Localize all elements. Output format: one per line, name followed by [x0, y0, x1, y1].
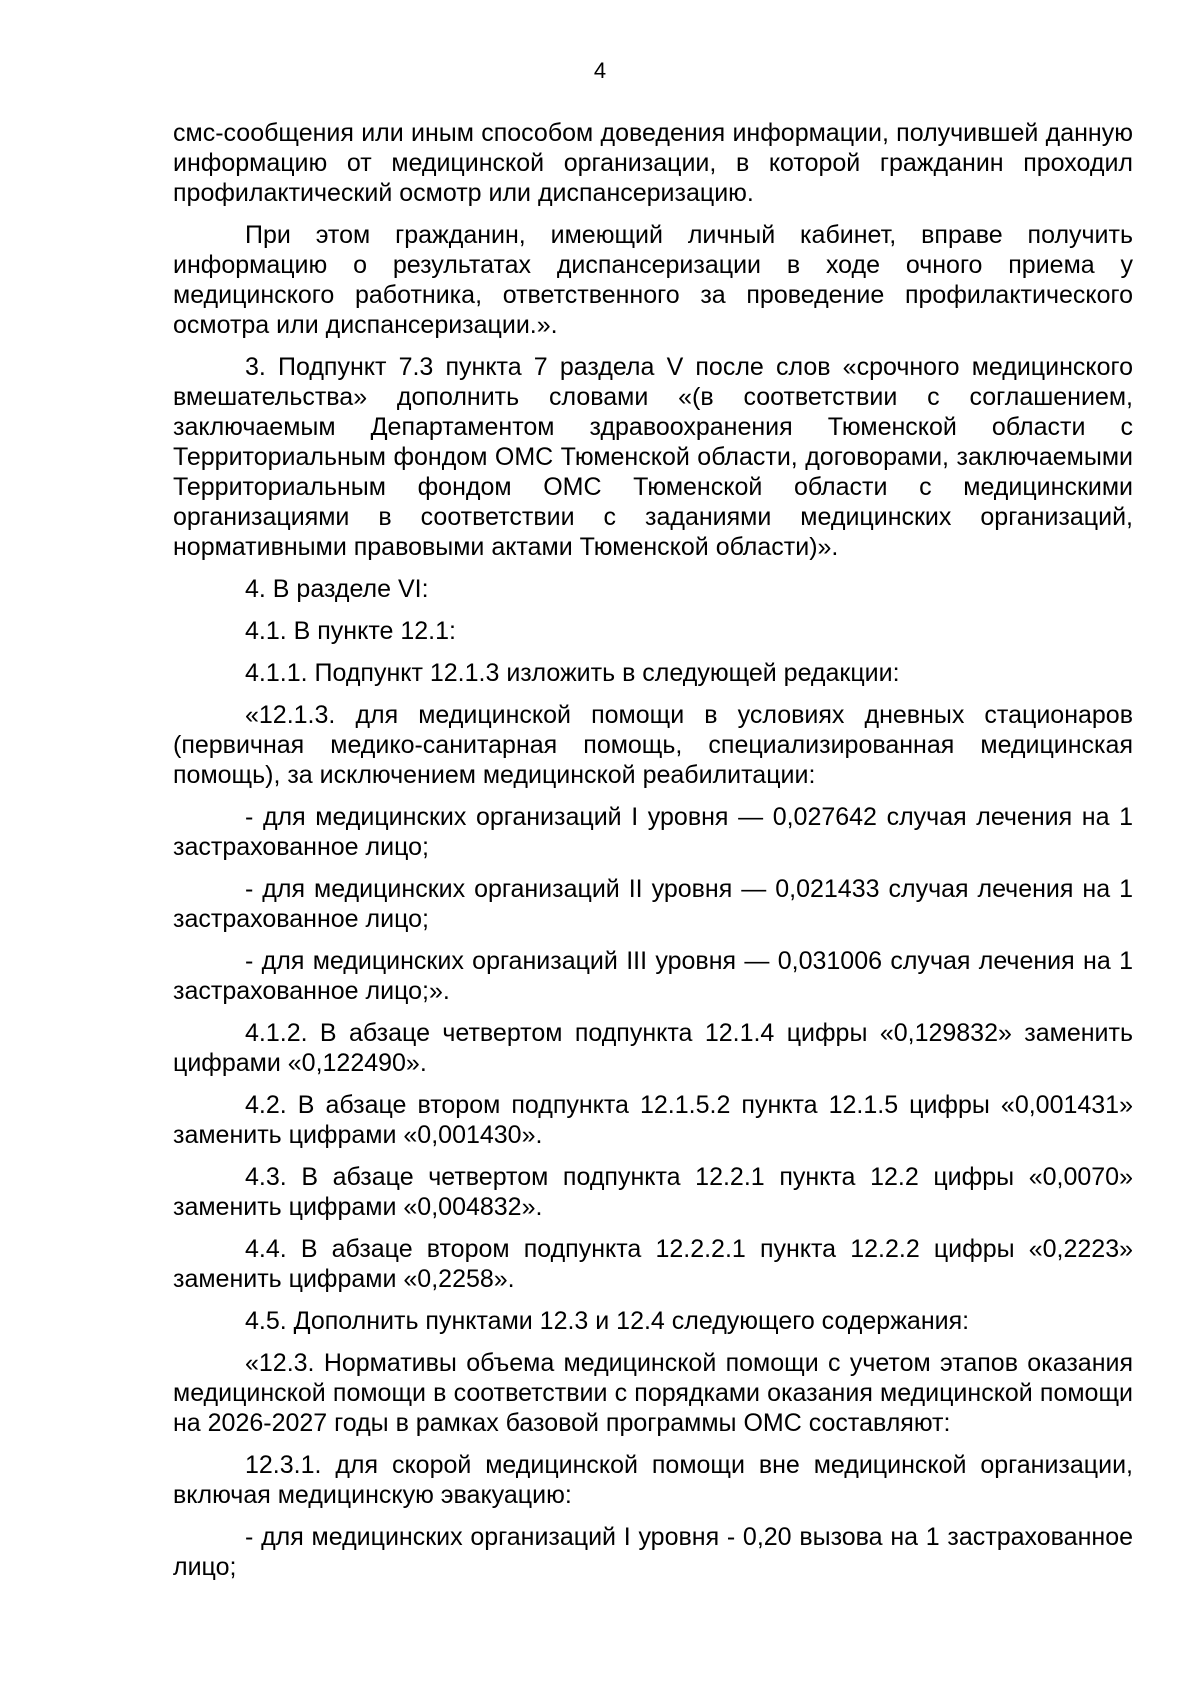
- paragraph-personal-cabinet: При этом гражданин, имеющий личный кабинет, вправе получить информацию о результатах диспансеризации в ходе очного приема у медицинского работника, ответственного за проведение профилактического осмотра или диспансеризации.».: [173, 221, 1133, 339]
- paragraph-item-4-1-1: 4.1.1. Подпункт 12.1.3 изложить в следующей редакции:: [245, 659, 900, 687]
- paragraph-item-4-3: 4.3. В абзаце четвертом подпункта 12.2.1 пункта 12.2 цифры «0,0070» заменить цифрами «0,004832».: [173, 1163, 1133, 1221]
- paragraph-item-4: 4. В разделе VI:: [245, 575, 429, 603]
- paragraph-item-3: 3. Подпункт 7.3 пункта 7 раздела V после слов «срочного медицинского вмешательства» дополнить словами «(в соответствии с соглашением, заключаемым Департаментом здравоохранения Тюменской области с Территориальным фондом ОМС Тюменской области, договорами, заключаемыми Территориальным фондом ОМС Тюменской области с медицинскими организациями в соответствии с заданиями медицинских организаций, нормативными правовыми актами Тюменской области)».: [173, 353, 1133, 561]
- paragraph-item-4-5: 4.5. Дополнить пунктами 12.3 и 12.4 следующего содержания:: [245, 1307, 970, 1335]
- paragraph-12-1-3: «12.1.3. для медицинской помощи в условиях дневных стационаров (первичная медико-санитарная помощь, специализированная медицинская помощь), за исключением медицинской реабилитации:: [173, 701, 1133, 789]
- paragraph-12-3-1: 12.3.1. для скорой медицинской помощи вне медицинской организации, включая медицинскую эвакуацию:: [173, 1451, 1133, 1509]
- paragraph-item-4-1: 4.1. В пункте 12.1:: [245, 617, 456, 645]
- paragraph-item-4-2: 4.2. В абзаце втором подпункта 12.1.5.2 пункта 12.1.5 цифры «0,001431» заменить цифрами «0,001430».: [173, 1091, 1133, 1149]
- page-number: 4: [593, 58, 607, 83]
- paragraph-level-2: - для медицинских организаций II уровня — 0,021433 случая лечения на 1 застрахованное лицо;: [173, 875, 1133, 933]
- paragraph-item-4-4: 4.4. В абзаце втором подпункта 12.2.2.1 пункта 12.2.2 цифры «0,2223» заменить цифрами «0,2258».: [173, 1235, 1133, 1293]
- paragraph-item-4-1-2: 4.1.2. В абзаце четвертом подпункта 12.1.4 цифры «0,129832» заменить цифрами «0,122490».: [173, 1019, 1133, 1077]
- document-body: [173, 118, 1133, 1594]
- paragraph-level-3: - для медицинских организаций III уровня — 0,031006 случая лечения на 1 застрахованное лицо;».: [173, 947, 1133, 1005]
- paragraph-continuation: смс-сообщения или иным способом доведения информации, получившей данную информацию от медицинской организации, в которой гражданин проходил профилактический осмотр или диспансеризацию.: [173, 119, 1133, 207]
- paragraph-level-1: - для медицинских организаций I уровня — 0,027642 случая лечения на 1 застрахованное лицо;: [173, 803, 1133, 861]
- paragraph-ambulance-level-1: - для медицинских организаций I уровня - 0,20 вызова на 1 застрахованное лицо;: [173, 1523, 1133, 1581]
- paragraph-12-3: «12.3. Нормативы объема медицинской помощи с учетом этапов оказания медицинской помощи в соответствии с порядками оказания медицинской помощи на 2026-2027 годы в рамках базовой программы ОМС составляют:: [173, 1349, 1133, 1437]
